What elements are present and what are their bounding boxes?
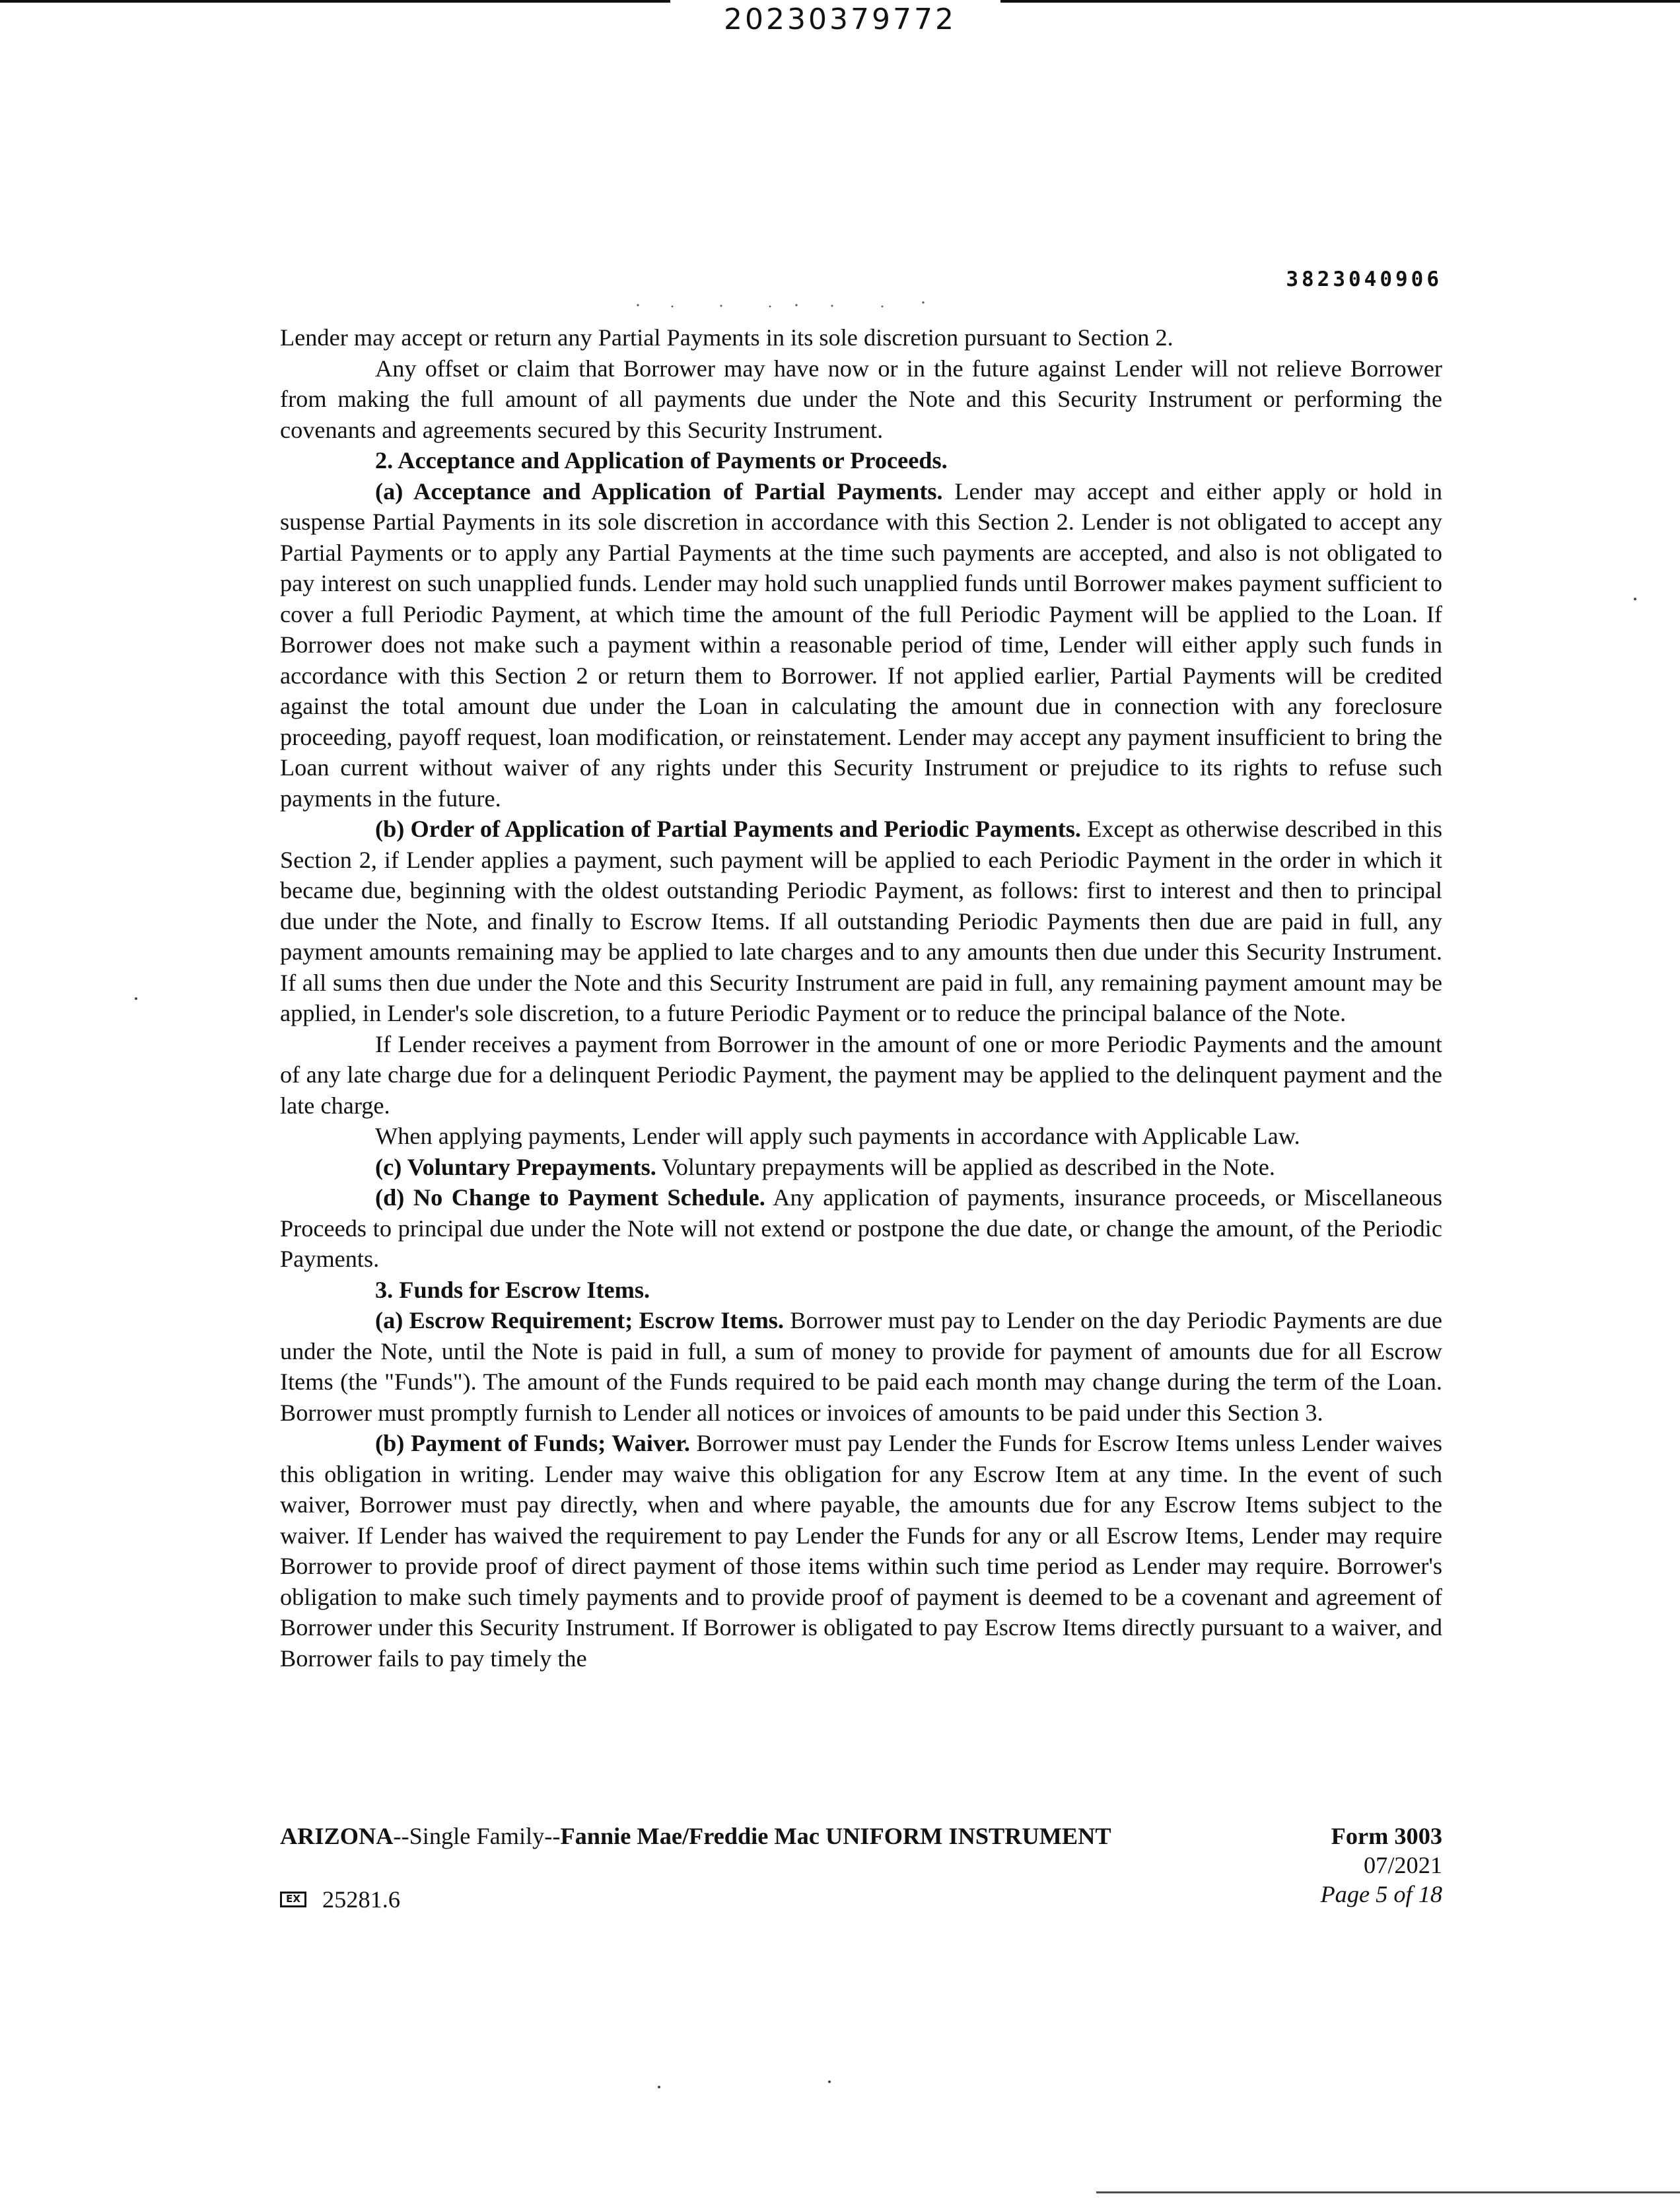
document-body <box>280 322 1442 1674</box>
scan-speck <box>828 2080 831 2083</box>
section-2d-text: Any application of payments, insurance proceeds, or Miscellaneous Proceeds to principal due under the Note will not extend or postpone the due date, or change the amount, of the Periodic Payments. <box>280 1184 1442 1272</box>
document-code: 3823040906 <box>1286 267 1442 291</box>
form-number: Form 3003 <box>1331 1823 1442 1849</box>
page-footer <box>280 1822 1442 1914</box>
scan-speck <box>135 997 137 1000</box>
scan-specks <box>634 299 951 309</box>
section-2c-text: Voluntary prepayments will be applied as described in the Note. <box>656 1153 1275 1180</box>
section-3-title: 3. Funds for Escrow Items. <box>375 1276 650 1303</box>
paragraph-applicable-law: When applying payments, Lender will apply such payments in accordance with Applicable Law. <box>375 1123 1300 1149</box>
instrument-title <box>280 1822 1111 1851</box>
document-id-number: 25281.6 <box>322 1886 400 1913</box>
section-2-heading <box>280 445 1442 476</box>
section-2b-heading: (b) Order of Application of Partial Payments and Periodic Payments. <box>375 816 1081 842</box>
section-2c <box>280 1152 1442 1183</box>
ex-logo-icon: EX <box>280 1892 306 1907</box>
section-2a-heading: (a) Acceptance and Application of Partial Payments. <box>375 478 943 505</box>
section-2d <box>280 1182 1442 1275</box>
state-name: ARIZONA <box>280 1823 394 1849</box>
section-3b-heading: (b) Payment of Funds; Waiver. <box>375 1430 690 1456</box>
scan-speck <box>1634 598 1636 600</box>
form-revision: 07/2021 <box>1364 1852 1442 1878</box>
agencies-name: Fannie Mae/Freddie Mac UNIFORM INSTRUMENT <box>560 1823 1111 1849</box>
section-3b-text: Borrower must pay Lender the Funds for Escrow Items unless Lender waives this obligation in writing. Lender may waive this obligation for any Escrow Item at any time. In the event of such waiver, Borrower must pay directly, when and where payable, the amounts due for any Escrow Items subject to the waiver. If Lender has waived the requirement to pay Lender the Funds for any or all Escrow Items, Lender may require Borrower to provide proof of direct payment of those items within such time period as Lender may require. Borrower's obligation to make such timely payments and to provide proof of payment is deemed to be a covenant and agreement of Borrower under this Security Instrument. If Borrower is obligated to pay Escrow Items directly pursuant to a waiver, and Borrower fails to pay timely the <box>280 1430 1442 1672</box>
paragraph-partial-payments-discretion: Lender may accept or return any Partial Payments in its sole discretion pursuant to Section 2. <box>280 324 1173 351</box>
bottom-rule <box>1096 2191 1680 2193</box>
section-2b <box>280 814 1442 1029</box>
section-3a-text: Borrower must pay to Lender on the day Periodic Payments are due under the Note, until the Note is paid in full, a sum of money to provide for payment of amounts due for all Escrow Items (the "Funds"). The amount of the Funds required to be paid each month may change during the term of the Loan. Borrower must promptly furnish to Lender all notices or invoices of amounts to be paid under this Section 3. <box>280 1307 1442 1426</box>
section-2b-text: Except as otherwise described in this Section 2, if Lender applies a payment, such payment will be applied to each Periodic Payment in the order in which it became due, beginning with the oldest outstanding Periodic Payment, as follows: first to interest and then to principal due under the Note, and finally to Escrow Items. If all outstanding Periodic Payments then due are paid in full, any payment amounts remaining may be applied to late charges and to any amounts then due under this Security Instrument. If all sums then due under the Note and this Security Instrument are paid in full, any remaining payment amount may be applied, in Lender's sole discretion, to a future Periodic Payment or to reduce the principal balance of the Note. <box>280 816 1442 1026</box>
paragraph-late-charge: If Lender receives a payment from Borrower in the amount of one or more Periodic Payments and the amount of any late charge due for a delinquent Periodic Payment, the payment may be applied to the delinquent payment and the late charge. <box>280 1030 1442 1119</box>
recording-number: 20230379772 <box>724 3 956 36</box>
footer-title-row <box>280 1822 1442 1851</box>
section-2-title: 2. Acceptance and Application of Payments or Proceeds. <box>375 447 948 474</box>
title-separator: --Single Family-- <box>393 1823 561 1849</box>
document-id <box>280 1885 400 1914</box>
section-2a <box>280 476 1442 814</box>
paragraph-offset-claim: Any offset or claim that Borrower may have now or in the future against Lender will not relieve Borrower from making the full amount of all payments due under the Note and this Security Instrument or performing the covenants and agreements secured by this Security Instrument. <box>280 355 1442 443</box>
scan-speck <box>658 2086 660 2088</box>
section-2c-heading: (c) Voluntary Prepayments. <box>375 1153 656 1180</box>
footer-id-row <box>280 1880 1442 1914</box>
section-3b <box>280 1428 1442 1674</box>
section-2d-heading: (d) No Change to Payment Schedule. <box>375 1184 765 1211</box>
page-number: Page 5 of 18 <box>1320 1881 1442 1907</box>
section-2a-text: Lender may accept and either apply or hold in suspense Partial Payments in its sole discretion in accordance with this Section 2. Lender is not obligated to accept any Partial Payments or to apply any Partial Payments at the time such payments are accepted, and also is not obligated to pay interest on such unapplied funds. Lender may hold such unapplied funds until Borrower makes payment sufficient to cover a full Periodic Payment, at which time the amount of the full Periodic Payment will be applied to the Loan. If Borrower does not make such a payment within a reasonable period of time, Lender will either apply such funds in accordance with this Section 2 or return them to Borrower. If not applied earlier, Partial Payments will be credited against the total amount due under the Loan in calculating the amount due in connection with any foreclosure proceeding, payoff request, loan modification, or reinstatement. Lender may accept any payment insufficient to bring the Loan current without waiver of any rights under this Security Instrument or prejudice to its rights to refuse such payments in the future. <box>280 478 1442 812</box>
section-3a <box>280 1305 1442 1428</box>
section-3a-heading: (a) Escrow Requirement; Escrow Items. <box>375 1307 784 1333</box>
section-3-heading <box>280 1275 1442 1306</box>
footer-revision-row <box>280 1851 1442 1880</box>
